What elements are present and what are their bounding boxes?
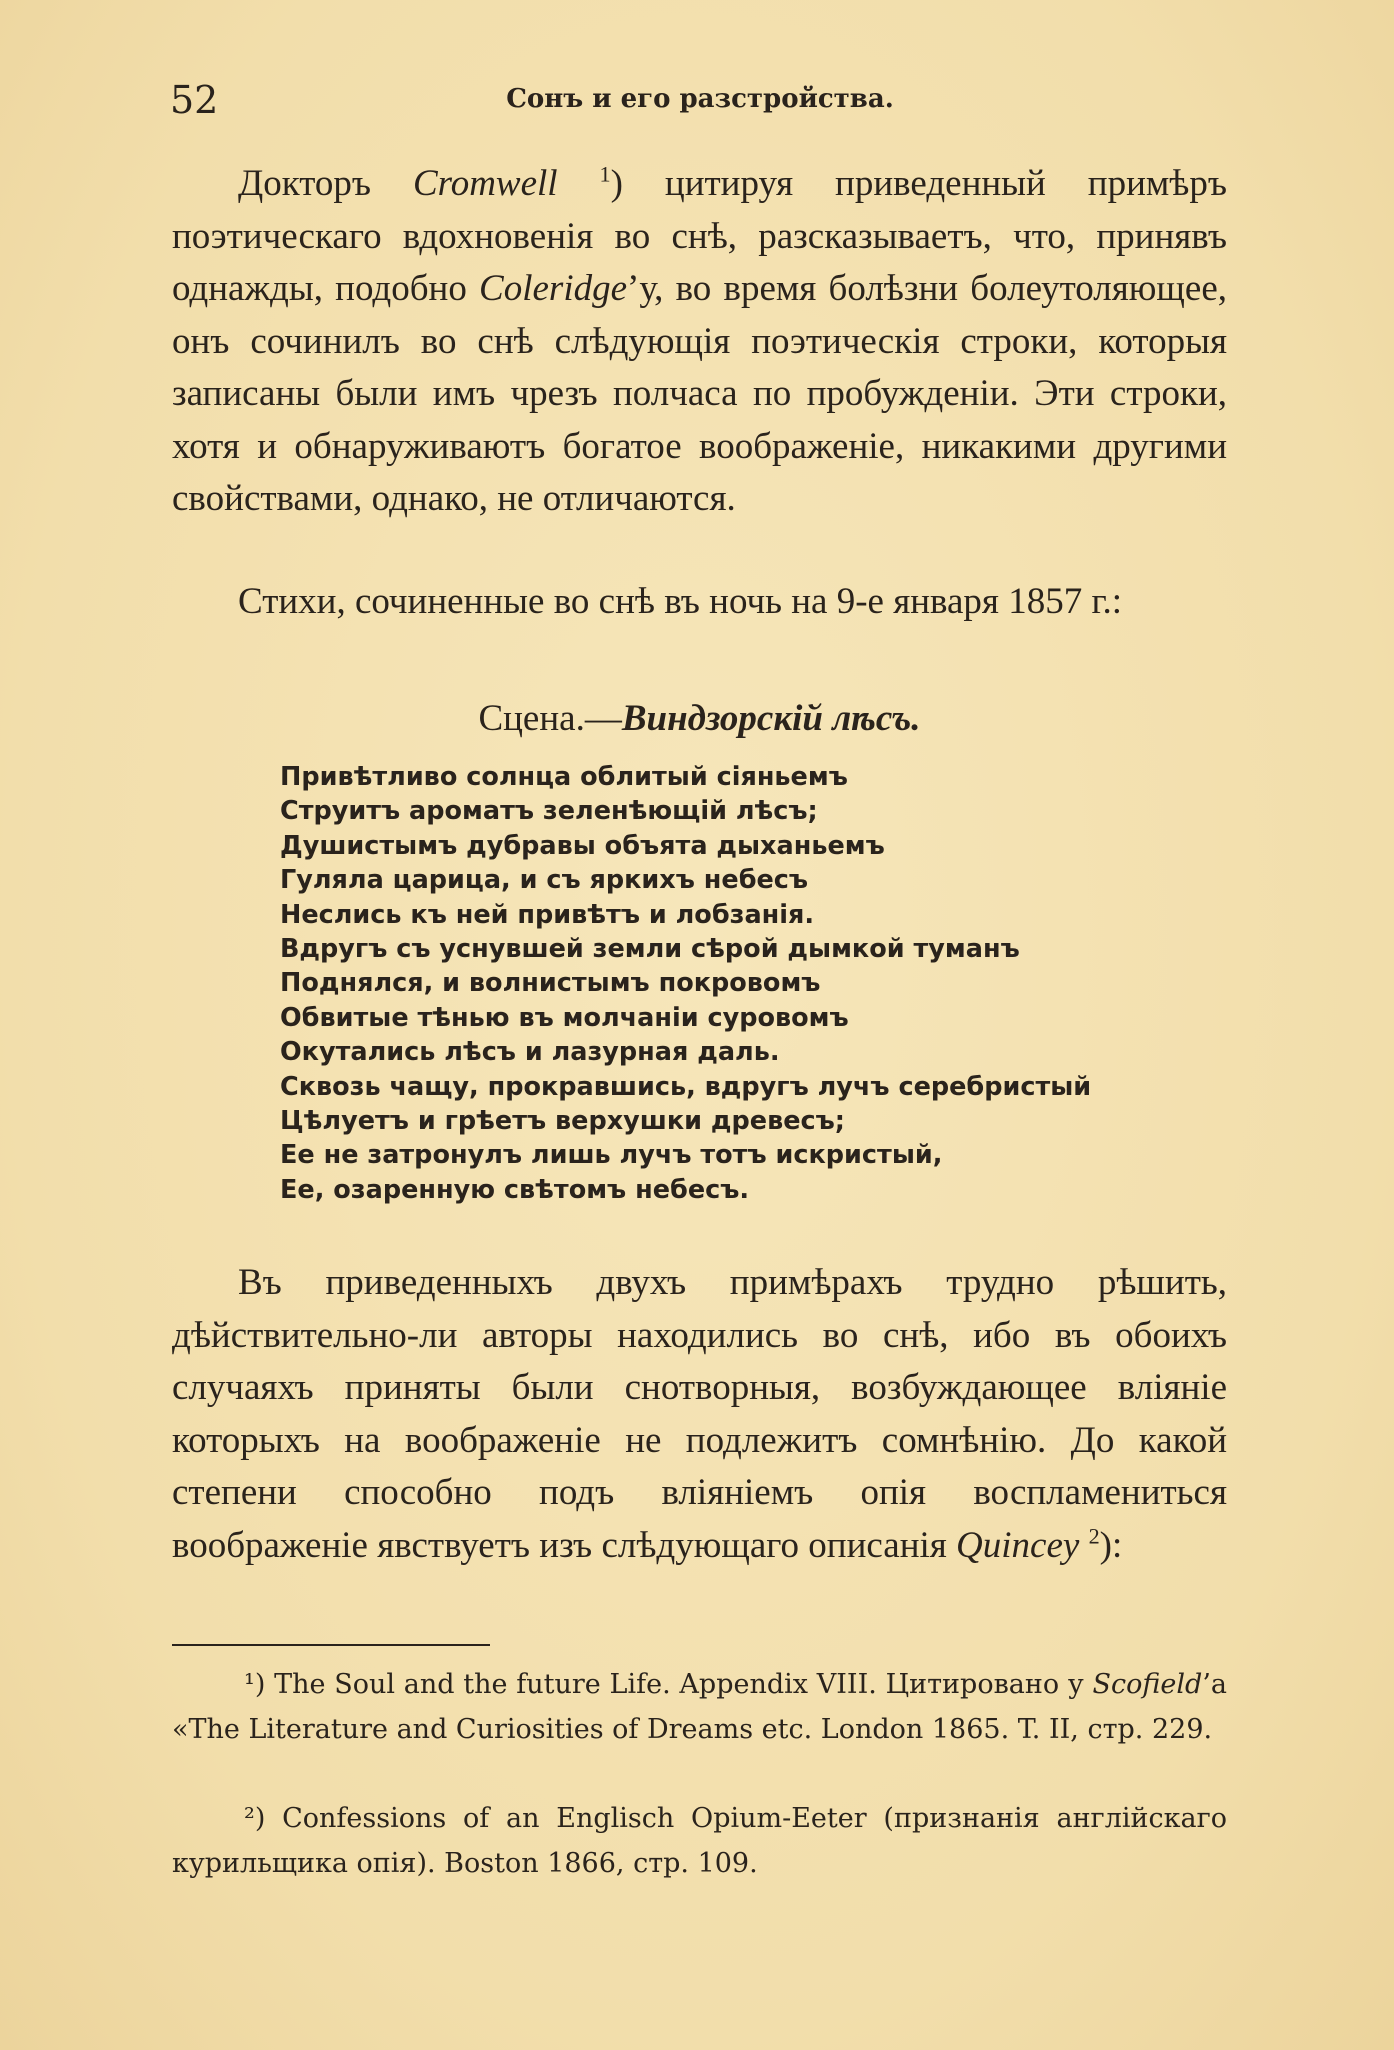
author-name-cromwell: Cromwell [413, 163, 558, 204]
poem-line: Ее, озаренную свѣтомъ небесъ. [280, 1174, 750, 1205]
paragraph-1-text-b: ) цитируя приведенный примѣръ поэтическаго вдохновенія во снѣ, разсказываетъ, что, принявъ однажды, подобно [172, 163, 1228, 309]
footnote-1-text-a: The Soul and the future Life. Appendix VIII. Цитировано у [274, 1669, 1093, 1700]
paragraph-3-text-a: Въ приведенныхъ двухъ примѣрахъ трудно рѣшить, дѣйствительно-ли авторы находились во снѣ, ибо въ обоихъ случаяхъ приняты были снотворныя, возбуждающее вліяніе которыхъ на воображеніе не подлежитъ сомнѣнію. До какой степени способно подъ вліяніемъ опія воспламениться воображеніе явствуетъ изъ слѣдующаго описанія [172, 1262, 1227, 1566]
paragraph-1 [172, 158, 1227, 526]
footnote-2-marker: ²) [244, 1803, 283, 1834]
poem-line: Обвитые тѣнью въ молчаніи суровомъ [280, 1002, 849, 1033]
poem-line: Ее не затронулъ лишь лучъ тотъ искристый, [280, 1140, 943, 1171]
poem [280, 760, 1180, 1207]
page-header [170, 78, 1230, 128]
poem-line: Неслись къ ней привѣтъ и лобзанія. [280, 899, 815, 930]
paragraph-3 [172, 1257, 1227, 1572]
poem-line: Привѣтливо солнца облитый сіяньемъ [280, 762, 848, 792]
footnote-2 [172, 1797, 1227, 1886]
page-number: 52 [170, 78, 219, 122]
scene-heading [172, 697, 1227, 740]
footnote-1 [172, 1663, 1227, 1752]
author-name-quincey: Quincey [956, 1524, 1080, 1566]
footnote-2-text: Confessions of an Englisch Opium-Eeter (признанія англійскаго курильщика опія). Boston 1866, стр. 109. [172, 1803, 1227, 1879]
poem-line: Гуляла царица, и съ яркихъ небесъ [280, 865, 809, 896]
poem-line: Струитъ ароматъ зеленѣющій лѣсъ; [280, 796, 818, 827]
scene-title: Виндзорскій лѣсъ. [621, 698, 921, 739]
paragraph-2: Стихи, сочиненные во снѣ въ ночь на 9-е января 1857 г.: [238, 581, 1122, 622]
paragraph-1-text-c: ’у, во время болѣзни болеутоляющее, онъ сочинилъ во снѣ слѣдующія поэтическія строки, которыя записаны были имъ чрезъ полчаса по пробужденіи. Эти строки, хотя и обнаруживаютъ богатое воображеніе, никакими другими свойствами, однако, не отличаются. [172, 268, 1227, 519]
poem-line: Вдругъ съ уснувшей земли сѣрой дымкой туманъ [280, 934, 1020, 965]
scene-label: Сцена.— [478, 698, 622, 739]
poem-line: Поднялся, и волнистымъ покровомъ [280, 968, 821, 999]
poem-line: Цѣлуетъ и грѣетъ верхушки древесъ; [280, 1106, 845, 1137]
poem-line: Окутались лѣсъ и лазурная даль. [280, 1037, 780, 1068]
poem-line: Душистымъ дубравы объята дыханьемъ [280, 830, 885, 861]
poem-line: Сквозь чащу, прокравшись, вдругъ лучъ серебристый [280, 1071, 1092, 1102]
footnote-1-text-b: ’а «The Literature and Curiosities of Dreams etc. London 1865. T. II, стр. 229. [172, 1669, 1227, 1745]
footnote-ref-1: 1 [599, 161, 611, 187]
footnote-ref-2: 2 [1088, 1523, 1100, 1549]
running-title: Сонъ и его разстройства. [506, 84, 894, 114]
footnote-1-marker: ¹) [244, 1669, 275, 1700]
paragraph-3-text-b: ): [1099, 1524, 1123, 1566]
author-name-coleridge: Coleridge [479, 268, 628, 309]
footnote-divider [172, 1644, 490, 1646]
paragraph-1-text-a: Докторъ [238, 163, 413, 204]
author-name-scofield: Scofield [1092, 1669, 1203, 1700]
